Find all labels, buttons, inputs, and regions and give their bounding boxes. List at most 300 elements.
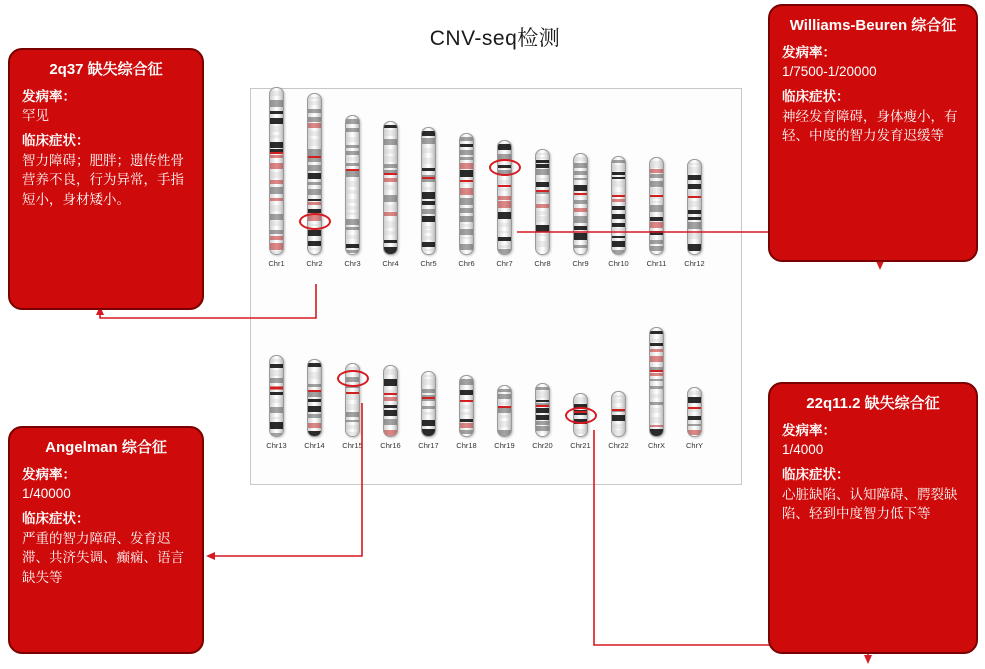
chromosome-band xyxy=(536,196,549,202)
chromosome-band xyxy=(688,201,701,207)
chromosome-band xyxy=(384,164,397,168)
chromosome-label: Chr9 xyxy=(572,259,589,268)
chromosome-band xyxy=(422,412,435,415)
chromosome-band xyxy=(498,144,511,150)
chromosome-row-2 xyxy=(251,287,743,472)
chromosome-band xyxy=(308,199,321,201)
page-title: CNV-seq检测 xyxy=(429,27,561,50)
chromosome-band xyxy=(422,375,435,377)
chromosome-band xyxy=(612,250,625,255)
chromosome-band xyxy=(650,349,663,352)
chromosome-band xyxy=(688,233,701,239)
chromosome-label: Chr6 xyxy=(458,259,475,268)
chromosome-band xyxy=(346,145,359,148)
chromosome-row-1 xyxy=(251,105,743,290)
chromosome-label: Chr14 xyxy=(304,441,325,450)
chromosome-chr12 xyxy=(684,159,705,268)
incidence-value: 1/40000 xyxy=(22,486,71,502)
chromosome-band xyxy=(574,216,587,223)
centromere-marker xyxy=(308,156,321,158)
chromosome-band xyxy=(650,174,663,178)
chromosome-chry xyxy=(687,387,702,450)
chromosome-band xyxy=(422,242,435,247)
chromosome-ideogram xyxy=(649,157,664,255)
chromosome-ideogram xyxy=(421,127,436,255)
centromere-marker xyxy=(460,400,473,402)
chromosome-band xyxy=(650,356,663,362)
centromere-marker xyxy=(270,152,283,154)
chromosome-band xyxy=(574,185,587,191)
chromosome-band xyxy=(270,399,283,403)
chromosome-band xyxy=(650,417,663,423)
chromosome-label: Chr15 xyxy=(342,441,363,450)
chromosome-ideogram xyxy=(535,149,550,255)
chromosome-band xyxy=(688,163,701,165)
chromosome-band xyxy=(612,241,625,247)
chromosome-band xyxy=(460,150,473,155)
chromosome-band xyxy=(308,423,321,428)
symptom-label: 临床症状： xyxy=(22,132,90,148)
chromosome-band xyxy=(460,244,473,250)
chromosome-band xyxy=(650,240,663,244)
chromosome-chr10 xyxy=(608,156,629,268)
chromosome-band xyxy=(346,137,359,142)
chromosome-chrx xyxy=(649,327,664,450)
chromosome-band xyxy=(574,397,587,403)
symptom-value: 智力障碍；肥胖；遗传性骨营养不良，行为异常，手指短小，身材矮小。 xyxy=(22,152,184,207)
chromosome-band xyxy=(308,123,321,128)
chromosome-band xyxy=(498,196,511,200)
karyotype-panel xyxy=(250,88,742,485)
chromosome-ideogram xyxy=(383,365,398,437)
chromosome-band xyxy=(460,412,473,415)
chromosome-band xyxy=(688,424,701,426)
chromosome-band xyxy=(422,249,435,251)
chromosome-band xyxy=(422,187,435,190)
chromosome-label: Chr2 xyxy=(306,259,323,268)
chromosome-band xyxy=(270,417,283,419)
chromosome-chr22 xyxy=(608,391,629,450)
chromosome-band xyxy=(498,415,511,418)
chromosome-band xyxy=(460,198,473,205)
chromosome-band xyxy=(422,226,435,229)
chromosome-band xyxy=(308,384,321,387)
incidence-label: 发病率： xyxy=(782,422,836,438)
chromosome-ideogram xyxy=(307,359,322,437)
chromosome-band xyxy=(270,126,283,132)
centromere-marker xyxy=(384,173,397,175)
chromosome-band xyxy=(536,204,549,208)
chromosome-band xyxy=(536,182,549,187)
cnv-region-marker xyxy=(299,213,331,230)
chromosome-band xyxy=(574,208,587,212)
chromosome-label: Chr1 xyxy=(268,259,285,268)
chromosome-band xyxy=(270,155,283,158)
chromosome-label: Chr12 xyxy=(684,259,705,268)
chromosome-band xyxy=(384,369,397,375)
centromere-marker xyxy=(536,405,549,407)
chromosome-band xyxy=(308,230,321,236)
chromosome-band xyxy=(346,250,359,253)
chromosome-band xyxy=(612,236,625,238)
chromosome-band xyxy=(270,118,283,124)
chromosome-band xyxy=(536,391,549,398)
chromosome-band xyxy=(688,391,701,395)
chromosome-band xyxy=(536,169,549,175)
chromosome-chr7 xyxy=(497,140,512,268)
centromere-marker xyxy=(422,177,435,179)
chromosome-band xyxy=(346,432,359,437)
chromosome-band xyxy=(384,240,397,243)
chromosome-band xyxy=(688,217,701,220)
chromosome-band xyxy=(498,237,511,241)
chromosome-band xyxy=(346,163,359,166)
box-title: Angelman 综合征 xyxy=(45,439,167,456)
chromosome-band xyxy=(346,227,359,230)
chromosome-label: Chr19 xyxy=(494,441,515,450)
chromosome-band xyxy=(346,206,359,210)
chromosome-band xyxy=(308,101,321,105)
chromosome-band xyxy=(536,160,549,163)
chromosome-band xyxy=(308,202,321,205)
chromosome-band xyxy=(422,216,435,222)
chromosome-ideogram xyxy=(649,327,664,437)
chromosome-band xyxy=(346,128,359,132)
cnv-region-marker xyxy=(489,159,521,176)
chromosome-band xyxy=(688,175,701,180)
chromosome-band xyxy=(536,241,549,247)
chromosome-band xyxy=(346,181,359,187)
chromosome-band xyxy=(498,231,511,233)
chromosome-band xyxy=(346,420,359,422)
chromosome-band xyxy=(650,429,663,436)
centromere-marker xyxy=(650,370,663,372)
chromosome-label: ChrX xyxy=(647,441,666,450)
centromere-marker xyxy=(498,406,511,408)
chromosome-label: Chr17 xyxy=(418,441,439,450)
centromere-marker xyxy=(384,393,397,395)
chromosome-band xyxy=(460,188,473,195)
chromosome-band xyxy=(384,149,397,154)
chromosome-band xyxy=(536,164,549,168)
chromosome-band xyxy=(308,97,321,99)
info-box-williams-beuren[interactable] xyxy=(768,4,978,262)
centromere-marker xyxy=(536,190,549,192)
chromosome-ideogram xyxy=(269,355,284,437)
chromosome-chr1 xyxy=(269,87,284,268)
chromosome-band xyxy=(346,412,359,417)
centromere-marker xyxy=(346,392,359,394)
chromosome-chr3 xyxy=(345,115,360,268)
chromosome-band xyxy=(536,415,549,420)
chromosome-band xyxy=(536,211,549,215)
chromosome-band xyxy=(270,180,283,184)
chromosome-band xyxy=(498,180,511,184)
chromosome-band xyxy=(308,139,321,146)
chromosome-band xyxy=(688,184,701,189)
chromosome-band xyxy=(536,421,549,425)
chromosome-label: Chr5 xyxy=(420,259,437,268)
chromosome-band xyxy=(650,331,663,334)
incidence-value: 1/4000 xyxy=(782,442,824,458)
chromosome-chr15 xyxy=(342,363,363,450)
chromosome-band xyxy=(612,424,625,429)
chromosome-band xyxy=(422,168,435,171)
chromosome-band xyxy=(308,363,321,367)
chromosome-band xyxy=(612,415,625,421)
box-title: 22q11.2 缺失综合征 xyxy=(806,395,940,412)
chromosome-band xyxy=(346,151,359,155)
chromosome-band xyxy=(498,408,511,413)
chromosome-band xyxy=(422,192,435,199)
chromosome-band xyxy=(422,138,435,144)
chromosome-band xyxy=(308,149,321,156)
chromosome-band xyxy=(308,109,321,113)
box-title: Williams-Beuren 综合征 xyxy=(789,17,957,34)
chromosome-band xyxy=(460,208,473,213)
incidence-label: 发病率： xyxy=(22,88,76,104)
chromosome-band xyxy=(536,225,549,232)
chromosome-band xyxy=(308,165,321,171)
chromosome-band xyxy=(498,201,511,208)
chromosome-band xyxy=(270,100,283,107)
chromosome-band xyxy=(346,235,359,239)
chromosome-band xyxy=(270,370,283,376)
chromosome-band xyxy=(650,379,663,381)
chromosome-band xyxy=(422,230,435,233)
chromosome-band xyxy=(346,199,359,203)
chromosome-band xyxy=(422,420,435,426)
chromosome-band xyxy=(460,229,473,235)
incidence-label: 发病率： xyxy=(782,44,836,60)
chromosome-band xyxy=(384,205,397,211)
symptom-value: 严重的智力障碍、发育迟滞、共济失调、癫痫、语言缺失等 xyxy=(22,530,184,585)
chromosome-band xyxy=(346,393,359,400)
info-box-2q37[interactable] xyxy=(8,48,204,310)
incidence-value: 罕见 xyxy=(22,108,49,124)
chromosome-band xyxy=(536,400,549,402)
chromosome-band xyxy=(688,416,701,420)
chromosome-band xyxy=(498,245,511,248)
chromosome-band xyxy=(270,135,283,138)
chromosome-band xyxy=(346,190,359,194)
chromosome-band xyxy=(270,163,283,169)
chromosome-band xyxy=(270,205,283,211)
chromosome-band xyxy=(384,247,397,254)
chromosome-band xyxy=(422,406,435,409)
chromosome-band xyxy=(384,379,397,386)
chromosome-band xyxy=(536,157,549,159)
chromosome-band xyxy=(650,169,663,173)
chromosome-band xyxy=(384,405,397,408)
chromosome-label: Chr3 xyxy=(344,259,361,268)
chromosome-band xyxy=(384,125,397,128)
chromosome-band xyxy=(650,343,663,346)
chromosome-ideogram xyxy=(269,87,284,255)
chromosome-band xyxy=(650,339,663,342)
chromosome-band xyxy=(422,379,435,385)
chromosome-band xyxy=(308,372,321,379)
symptom-value: 神经发育障碍，身体瘦小，有轻、中度的智力发育迟缓等 xyxy=(782,108,958,144)
chromosome-band xyxy=(270,433,283,436)
chromosome-band xyxy=(650,386,663,389)
chromosome-label: Chr8 xyxy=(534,259,551,268)
symptom-label: 临床症状： xyxy=(782,466,850,482)
chromosome-ideogram xyxy=(687,159,702,255)
chromosome-band xyxy=(612,177,625,179)
chromosome-band xyxy=(308,241,321,246)
chromosome-band xyxy=(688,222,701,229)
chromosome-band xyxy=(270,142,283,148)
chromosome-ideogram xyxy=(307,93,322,255)
centromere-marker xyxy=(270,387,283,389)
chromosome-band xyxy=(422,389,435,393)
chromosome-chr13 xyxy=(266,355,287,450)
centromere-marker xyxy=(308,390,321,392)
chromosome-band xyxy=(346,219,359,225)
chromosome-label: Chr20 xyxy=(532,441,553,450)
symptom-value: 心脏缺陷、认知障碍、腭裂缺陷、轻到中度智力低下等 xyxy=(782,486,958,522)
info-box-22q11[interactable] xyxy=(768,382,978,654)
chromosome-band xyxy=(270,91,283,96)
chromosome-band xyxy=(460,163,473,169)
chromosome-band xyxy=(460,144,473,147)
chromosome-label: Chr16 xyxy=(380,441,401,450)
chromosome-band xyxy=(650,425,663,427)
chromosome-band xyxy=(536,216,549,222)
chromosome-band xyxy=(612,399,625,403)
symptom-label: 临床症状： xyxy=(22,510,90,526)
chromosome-label: Chr7 xyxy=(496,259,513,268)
chromosome-band xyxy=(612,172,625,175)
chromosome-band xyxy=(498,389,511,392)
centromere-marker xyxy=(574,193,587,195)
chromosome-band xyxy=(308,117,321,122)
chromosome-band xyxy=(270,359,283,362)
chromosome-band xyxy=(308,399,321,402)
chromosome-band xyxy=(650,201,663,203)
chromosome-band xyxy=(460,237,473,239)
chromosome-band xyxy=(612,160,625,163)
chromosome-band xyxy=(612,228,625,233)
chromosome-band xyxy=(612,206,625,210)
chromosome-label: Chr21 xyxy=(570,441,591,450)
chromosome-ideogram xyxy=(345,115,360,255)
info-box-angelman[interactable] xyxy=(8,426,204,654)
chromosome-band xyxy=(384,178,397,182)
chromosome-band xyxy=(384,231,397,235)
chromosome-ideogram xyxy=(687,387,702,437)
chromosome-band xyxy=(498,394,511,399)
chromosome-band xyxy=(346,425,359,429)
chromosome-band xyxy=(270,392,283,395)
chromosome-band xyxy=(460,405,473,409)
chromosome-band xyxy=(384,195,397,202)
chromosome-band xyxy=(498,421,511,427)
centromere-marker xyxy=(688,407,701,409)
chromosome-band xyxy=(536,153,549,155)
chromosome-band xyxy=(422,429,435,436)
chromosome-band xyxy=(422,236,435,240)
chromosome-band xyxy=(612,214,625,219)
chromosome-band xyxy=(384,212,397,216)
chromosome-band xyxy=(308,173,321,179)
chromosome-band xyxy=(460,216,473,222)
chromosome-band xyxy=(536,408,549,413)
chromosome-band xyxy=(460,137,473,141)
chromosome-band xyxy=(384,130,397,136)
chromosome-band xyxy=(650,222,663,228)
incidence-label: 发病率： xyxy=(22,466,76,482)
chromosome-band xyxy=(460,390,473,395)
chromosome-chr4 xyxy=(383,121,398,268)
chromosome-band xyxy=(422,209,435,214)
centromere-marker xyxy=(688,196,701,198)
chromosome-band xyxy=(498,249,511,254)
chromosome-chr2 xyxy=(307,93,322,268)
chromosome-band xyxy=(650,188,663,194)
chromosome-band xyxy=(422,158,435,164)
chromosome-band xyxy=(308,189,321,195)
chromosome-band xyxy=(270,172,283,178)
centromere-marker xyxy=(498,185,511,187)
chromosome-band xyxy=(574,157,587,161)
chromosome-band xyxy=(270,230,283,234)
chromosome-band xyxy=(270,198,283,201)
chromosome-chr9 xyxy=(573,153,588,268)
chromosome-label: Chr11 xyxy=(646,259,667,268)
cnv-region-marker xyxy=(337,370,369,387)
chromosome-chr17 xyxy=(418,371,439,450)
chromosome-band xyxy=(574,233,587,240)
centromere-marker xyxy=(346,169,359,171)
chromosome-chr5 xyxy=(421,127,436,268)
chromosome-band xyxy=(270,214,283,220)
chromosome-band xyxy=(460,157,473,160)
chromosome-band xyxy=(612,395,625,398)
chromosome-band xyxy=(346,212,359,215)
chromosome-band xyxy=(460,224,473,227)
chromosome-band xyxy=(688,167,701,173)
chromosome-band xyxy=(650,231,663,235)
chromosome-band xyxy=(650,161,663,168)
chromosome-band xyxy=(574,171,587,175)
chromosome-band xyxy=(498,430,511,437)
chromosome-chr8 xyxy=(535,149,550,268)
chromosome-band xyxy=(460,170,473,177)
chromosome-band xyxy=(688,430,701,435)
chromosome-band xyxy=(346,119,359,124)
chromosome-band xyxy=(688,244,701,251)
chromosome-band xyxy=(422,131,435,136)
chromosome-band xyxy=(346,171,359,177)
chromosome-band xyxy=(650,181,663,187)
chromosome-band xyxy=(498,223,511,227)
chromosome-ideogram xyxy=(497,140,512,255)
chromosome-ideogram xyxy=(459,133,474,255)
chromosome-ideogram xyxy=(611,156,626,255)
chromosome-chr20 xyxy=(532,383,553,450)
chromosome-band xyxy=(650,394,663,398)
chromosome-band xyxy=(270,187,283,194)
chromosome-band xyxy=(612,430,625,436)
chromosome-band xyxy=(422,148,435,153)
chromosome-band xyxy=(612,165,625,171)
chromosome-band xyxy=(270,378,283,383)
chromosome-chr16 xyxy=(380,365,401,450)
chromosome-band xyxy=(384,397,397,401)
chromosome-band xyxy=(536,426,549,431)
